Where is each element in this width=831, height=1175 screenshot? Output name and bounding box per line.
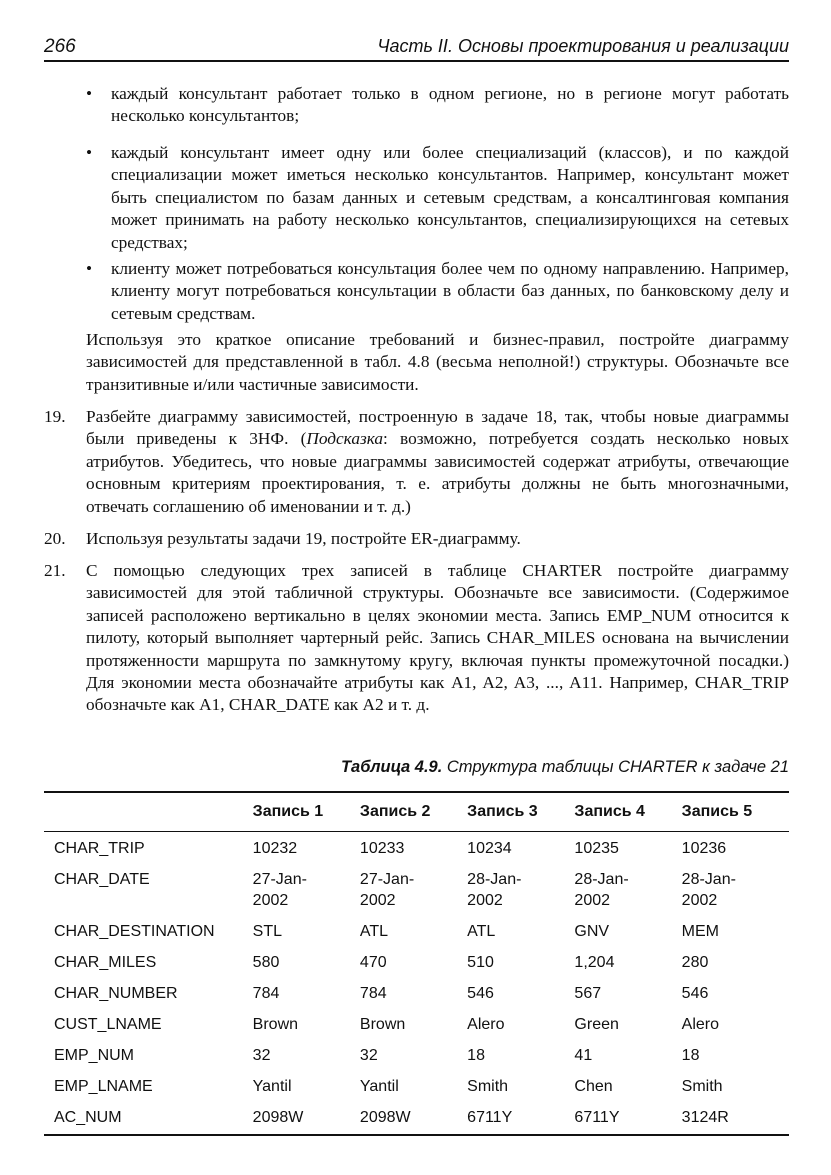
table-caption-label: Таблица 4.9.	[340, 758, 443, 776]
exercise-number: 21.	[44, 561, 66, 580]
record-value-cell: 784	[359, 985, 387, 1002]
record-value-cell: Chen	[574, 1078, 613, 1095]
record-value-cell: 2098W	[360, 1101, 467, 1135]
column-header	[44, 792, 253, 832]
table-caption	[341, 758, 789, 777]
record-value-cell: 18	[467, 1047, 485, 1064]
attribute-name-cell: CUST_LNAME	[54, 1016, 162, 1033]
table-header-row	[44, 792, 789, 832]
record-value-cell: 546	[467, 985, 494, 1002]
record-value-cell: 510	[467, 954, 494, 971]
record-value-cell: Brown	[252, 1016, 299, 1033]
record-value-cell: Smith	[681, 1078, 723, 1095]
record-value-cell: 27-Jan- 2002	[359, 871, 415, 909]
exercise-19	[44, 406, 789, 518]
record-value-cell: 41	[574, 1047, 593, 1064]
hint-label: Подсказка	[306, 429, 384, 449]
table-row	[44, 1008, 789, 1039]
record-value-cell: 10236	[681, 840, 727, 857]
record-value-cell: 10234	[467, 840, 512, 857]
attribute-name-cell: EMP_LNAME	[54, 1078, 153, 1095]
record-value-cell: 2098W	[253, 1101, 360, 1135]
record-value-cell: 10235	[574, 840, 619, 857]
record-value-cell: Yantil	[252, 1078, 292, 1095]
record-value-cell: Alero	[681, 1016, 720, 1033]
table-row	[44, 832, 789, 864]
page-header	[44, 28, 789, 62]
bullet-text: клиенту может потребоваться консультация более чем по одному направлению. Например, клиенту могут потребоваться консультации в области баз данных, по банковскому делу и сетевым средствам.	[111, 259, 789, 323]
table-row	[44, 1039, 789, 1070]
record-value-cell: STL	[252, 923, 283, 940]
attribute-name-cell: CHAR_DESTINATION	[54, 923, 215, 940]
attribute-name-cell: CHAR_DATE	[54, 871, 150, 888]
record-value-cell: 580	[252, 954, 280, 971]
record-value-cell: 10232	[252, 840, 298, 857]
record-value-cell: 32	[252, 1047, 271, 1064]
record-value-cell: Brown	[359, 1016, 406, 1033]
record-value-cell: 546	[681, 985, 709, 1002]
record-value-cell: 6711Y	[574, 1101, 681, 1135]
attribute-name-cell: CHAR_MILES	[54, 954, 157, 971]
bullet-item	[86, 142, 789, 254]
exercise-text: Разбейте диаграмму зависимостей, построенную в задаче 18, так, чтобы новые диаграммы были приведены к 3НФ. (Подсказка: возможно, потребуется создать несколько новых атрибутов. Убедитесь, что новые диаграммы зависимостей содержат атрибуты, отвечающие основным критериям проектирования, т. е. атрибуты должны не быть многозначными, отвечать соглашению об именовании и т. д.)	[86, 407, 790, 516]
column-header: Запись 4	[574, 792, 681, 832]
column-header: Запись 3	[467, 792, 574, 832]
record-value-cell: 6711Y	[467, 1101, 574, 1135]
bullet-mark: •	[86, 143, 93, 162]
record-value-cell: 28-Jan- 2002	[574, 871, 629, 909]
exercise-number: 20.	[44, 529, 66, 548]
table-row	[44, 977, 789, 1008]
exercise-20	[44, 528, 789, 550]
bullet-item	[86, 83, 789, 128]
record-value-cell: ATL	[467, 923, 496, 940]
record-value-cell: ATL	[359, 923, 389, 940]
record-value-cell: 3124R	[682, 1101, 789, 1135]
charter-table	[44, 791, 789, 1136]
exercise-text: С помощью следующих трех записей в таблице CHARTER постройте диаграмму зависимостей для этой табличной структуры. Обозначьте все зависимости. (Содержимое записей расположено вертикально в целях экономии места. Запись EMP_NUM относится к пилоту, который выполняет чартерный рейс. Запись CHAR_MILES основана на вычислении протяженности маршрута по замкнутому кругу, включая пункты промежуточной посадки.) Для экономии места обозначайте атрибуты как A1, A2, A3, ..., A11. Например, CHAR_TRIP обозначьте как A1, CHAR_DATE как A2 и т. д.	[86, 561, 789, 715]
bullet-text: каждый консультант имеет одну или более специализаций (классов), и по каждой специализации может иметься несколько консультантов. Например, консультант может быть специалистом по базам данных и сетевым средствам, а консалтинговая компания может принимать на работу несколько консультантов, специализирующихся на сетевых средствах;	[111, 143, 789, 252]
record-value-cell: Alero	[467, 1016, 505, 1033]
record-value-cell: 28-Jan- 2002	[467, 871, 522, 909]
record-value-cell: GNV	[574, 923, 610, 940]
running-title: Часть II. Основы проектирования и реализации	[377, 36, 789, 56]
table-row	[44, 1070, 789, 1101]
instruction-paragraph: Используя это краткое описание требований и бизнес-правил, постройте диаграмму зависимостей для представленной в табл. 4.8 (весьма неполной!) структуры. Обозначьте все транзитивные и/или частичные зависимости.	[86, 330, 789, 394]
bullet-mark: •	[86, 259, 93, 278]
column-header: Запись 2	[360, 792, 467, 832]
record-value-cell: 784	[252, 985, 280, 1002]
table-row	[44, 1101, 789, 1135]
record-value-cell: 27-Jan- 2002	[252, 871, 307, 909]
attribute-name-cell: EMP_NUM	[54, 1047, 135, 1064]
exercise-number: 19.	[44, 407, 66, 426]
record-value-cell: Yantil	[359, 1078, 399, 1095]
table-row	[44, 915, 789, 946]
attribute-name-cell: AC_NUM	[44, 1101, 253, 1135]
bullet-mark: •	[86, 84, 93, 103]
attribute-name-cell: CHAR_NUMBER	[54, 985, 178, 1002]
table-caption-text: Структура таблицы CHARTER к задаче 21	[442, 758, 789, 776]
record-value-cell: 28-Jan- 2002	[681, 871, 736, 909]
record-value-cell: 10233	[359, 840, 405, 857]
attribute-name-cell: CHAR_TRIP	[54, 840, 145, 857]
exercise-text: Используя результаты задачи 19, постройте ER-диаграмму.	[86, 529, 521, 548]
record-value-cell: 280	[681, 954, 709, 971]
table-row	[44, 946, 789, 977]
record-value-cell: Green	[574, 1016, 619, 1033]
record-value-cell: 567	[574, 985, 602, 1002]
record-value-cell: 32	[359, 1047, 378, 1064]
record-value-cell: 1,204	[574, 954, 615, 971]
column-header: Запись 1	[253, 792, 360, 832]
page-number: 266	[44, 36, 76, 57]
bullet-item	[86, 258, 789, 325]
record-value-cell: MEM	[681, 923, 719, 940]
record-value-cell: 470	[359, 954, 387, 971]
record-value-cell: Smith	[467, 1078, 509, 1095]
table-row	[44, 863, 789, 915]
bullet-text: каждый консультант работает только в одном регионе, но в регионе могут работать несколько консультантов;	[111, 84, 789, 126]
column-header: Запись 5	[682, 792, 789, 832]
record-value-cell: 18	[681, 1047, 700, 1064]
exercise-21	[44, 560, 789, 717]
